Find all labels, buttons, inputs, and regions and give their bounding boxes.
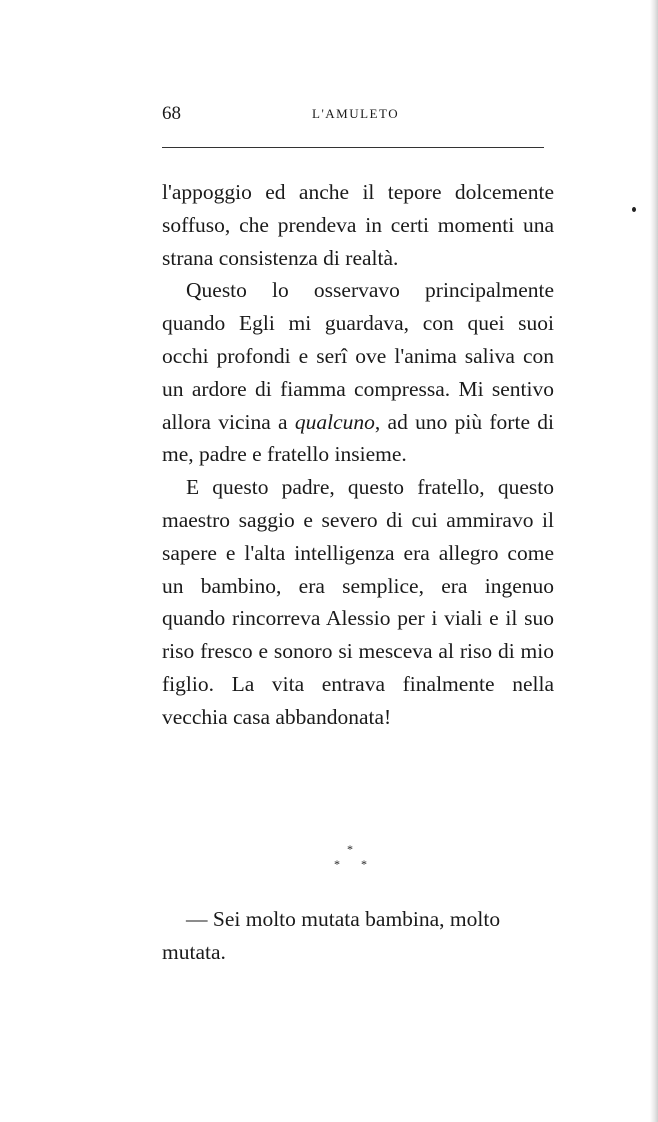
dialogue (162, 903, 554, 969)
paragraph: l'appoggio ed anche il tepore dolcemente soffuso, che prendeva in certi momenti una strana consistenza di realtà. (162, 180, 554, 270)
page-edge (650, 0, 658, 1122)
paragraph-text: Questo lo osservavo principalmente quando Egli mi guardava, con quei suoi occhi profondi e serî ove l'anima saliva con un ardore di fiamma compressa. Mi sentivo allora vicina a (162, 278, 554, 434)
body-text (162, 176, 554, 734)
asterisk: * (334, 857, 340, 871)
paragraph (162, 274, 554, 471)
paragraph-text: , ad uno più forte di me, padre e fratello insieme. (162, 409, 554, 467)
paragraph: E questo padre, questo fratello, questo maestro saggio e severo di cui ammiravo il sapere e l'alta intelligenza era allegro come un bambino, era semplice, era ingenuo quando rincorreva Alessio per i viali e il suo riso fresco e sonoro si mesceva al riso di mio figlio. La vita entrava finalmente nella vecchia casa abbandonata! (162, 475, 554, 729)
asterisk: * (347, 842, 353, 856)
section-separator (334, 842, 384, 882)
asterisk: * (361, 857, 367, 871)
header-rule (162, 147, 544, 148)
italic-word: qualcuno (294, 409, 375, 434)
running-head (162, 103, 552, 133)
ink-speck (632, 207, 636, 212)
running-title: L'AMULETO (312, 106, 400, 121)
page-number: 68 (162, 103, 181, 124)
dialogue-line: — Sei molto mutata bambina, molto mutata. (162, 907, 501, 964)
